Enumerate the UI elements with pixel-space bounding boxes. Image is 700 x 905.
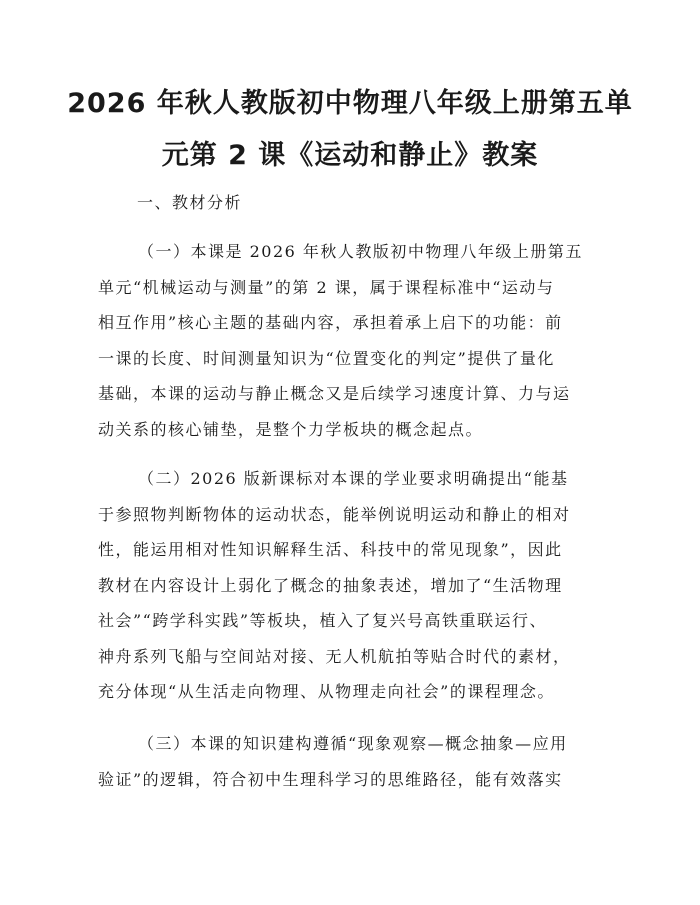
paragraph-line: 社会”“跨学科实践”等板块，植入了复兴号高铁重联运行、: [98, 611, 548, 630]
paragraph-line: 充分体现“从生活走向物理、从物理走向社会”的课程理念。: [98, 682, 555, 701]
document-title: [60, 78, 640, 182]
paragraph-3: [98, 726, 606, 797]
paragraph-line: 相互作用”核心主题的基础内容，承担着承上启下的功能：前: [98, 313, 563, 332]
paragraph-line: 一课的长度、时间测量知识为“位置变化的判定”提供了量化: [98, 348, 555, 368]
title-line: 元第 2 课《运动和静止》教案: [161, 140, 539, 171]
paragraph-line: （一）本课是 2026 年秋人教版初中物理八年级上册第五: [138, 242, 583, 261]
paragraph-line: 动关系的核心铺垫，是整个力学板块的概念起点。: [98, 419, 484, 439]
paragraph-line: 于参照物判断物体的运动状态，能举例说明运动和静止的相对: [98, 504, 571, 524]
title-line: 2026 年秋人教版初中物理八年级上册第五单: [67, 88, 633, 119]
paragraph-line: 神舟系列飞船与空间站对接、无人机航拍等贴合时代的素材，: [98, 646, 571, 666]
paragraph-1: [98, 234, 606, 447]
paragraph-2: [98, 461, 606, 710]
paragraph-line: （三）本课的知识建构遵循“现象观察—概念抽象—应用: [138, 734, 568, 753]
paragraph-line: （二）2026 版新课标对本课的学业要求明确提出“能基: [138, 469, 569, 488]
section-heading: 一、教材分析: [137, 193, 243, 212]
paragraph-line: 性，能运用相对性知识解释生活、科技中的常见现象”，因此: [98, 540, 563, 559]
paragraph-line: 单元“机械运动与测量”的第 2 课，属于课程标准中“运动与: [98, 277, 555, 297]
paragraph-line: 教材在内容设计上弱化了概念的抽象表述，增加了“生活物理: [98, 575, 563, 595]
paragraph-line: 验证”的逻辑，符合初中生理科学习的思维路径，能有效落实: [98, 769, 563, 789]
paragraph-line: 基础，本课的运动与静止概念又是后续学习速度计算、力与运: [98, 384, 571, 403]
